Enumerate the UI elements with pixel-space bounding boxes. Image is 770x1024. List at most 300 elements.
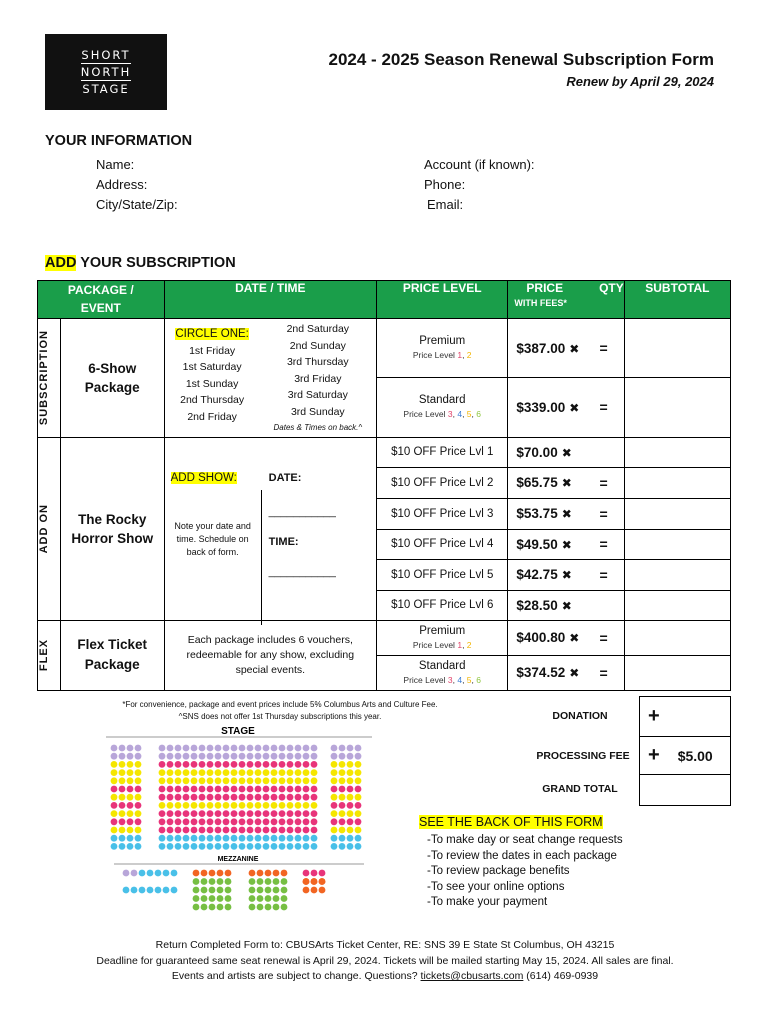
seat — [111, 794, 118, 801]
seat — [111, 827, 118, 834]
table-row — [38, 437, 731, 467]
seat — [239, 818, 246, 825]
seat — [263, 769, 270, 776]
seat — [223, 802, 230, 809]
addon-subtotal-2[interactable] — [624, 467, 730, 498]
addon-subtotal-4[interactable] — [624, 529, 730, 559]
day-option[interactable]: 1st Friday — [189, 344, 236, 357]
seat — [167, 753, 174, 760]
seat — [175, 810, 182, 817]
seat — [167, 786, 174, 793]
seat — [295, 818, 302, 825]
seat — [281, 878, 288, 885]
seat — [273, 887, 280, 894]
seat — [131, 887, 138, 894]
seat — [127, 786, 134, 793]
day-option[interactable]: 1st Saturday — [182, 361, 242, 373]
seat — [279, 761, 286, 768]
seat — [303, 818, 310, 825]
qty-premium[interactable]: = — [583, 319, 624, 378]
seat — [223, 827, 230, 834]
seat — [193, 904, 200, 911]
seat — [199, 835, 206, 842]
seat — [159, 827, 166, 834]
seat — [127, 794, 134, 801]
seat — [247, 843, 254, 850]
flex-price-premium: $400.80 ✖ — [508, 620, 584, 655]
seat — [183, 769, 190, 776]
seat — [119, 810, 126, 817]
seat — [263, 810, 270, 817]
dates-note: Dates & Times on back.^ — [273, 423, 363, 432]
seat — [239, 835, 246, 842]
seat — [273, 878, 280, 885]
seat — [215, 843, 222, 850]
addon-price-2: $65.75 ✖ — [508, 467, 584, 498]
price-level-premium: Premium Price Level 1, 2 — [377, 319, 508, 378]
seat — [199, 786, 206, 793]
seat — [263, 786, 270, 793]
seat — [347, 843, 354, 850]
grand-total-cell[interactable] — [640, 775, 731, 806]
logo-rule — [81, 80, 131, 81]
seat — [135, 810, 142, 817]
seat — [199, 761, 206, 768]
circle-one-label: CIRCLE ONE: — [175, 328, 249, 340]
seat — [331, 769, 338, 776]
seat — [231, 827, 238, 834]
seat — [207, 818, 214, 825]
seat — [207, 794, 214, 801]
subscription-table — [37, 280, 731, 691]
seat — [257, 878, 264, 885]
addon-date-blank[interactable]: ___________ — [268, 505, 336, 518]
seat — [175, 835, 182, 842]
seat — [287, 802, 294, 809]
seat — [279, 818, 286, 825]
seat — [239, 745, 246, 752]
seat — [257, 904, 264, 911]
seat — [239, 769, 246, 776]
seat — [255, 769, 262, 776]
day-option[interactable]: 2nd Friday — [187, 410, 237, 423]
addon-subtotal-3[interactable] — [624, 498, 730, 529]
seat — [163, 870, 170, 877]
seat — [271, 843, 278, 850]
seat — [295, 794, 302, 801]
seat — [255, 777, 262, 784]
addon-price-5: $42.75 ✖ — [508, 559, 584, 590]
seat — [295, 761, 302, 768]
seat — [271, 753, 278, 760]
seat — [271, 818, 278, 825]
seat — [225, 870, 232, 877]
seat — [279, 843, 286, 850]
seat — [279, 794, 286, 801]
seat — [175, 827, 182, 834]
seat — [295, 753, 302, 760]
seat — [207, 810, 214, 817]
phone-field[interactable]: Phone: — [424, 177, 466, 192]
seat — [231, 843, 238, 850]
seat — [339, 753, 346, 760]
seat — [111, 777, 118, 784]
seat — [191, 835, 198, 842]
seat — [311, 786, 318, 793]
flex-subtotal-premium[interactable] — [624, 620, 730, 655]
seat — [135, 802, 142, 809]
seat — [279, 777, 286, 784]
seat — [201, 887, 208, 894]
seat — [249, 904, 256, 911]
footer-line3: Events and artists are subject to change. Questions? tickets@cbusarts.com (614) 469-0939 — [171, 970, 599, 982]
day-option[interactable]: 2nd Sunday — [289, 339, 346, 352]
seat — [193, 870, 200, 877]
seat — [239, 802, 246, 809]
seat — [135, 745, 142, 752]
seat — [175, 753, 182, 760]
seat — [223, 818, 230, 825]
account-field[interactable]: Account (if known): — [424, 157, 535, 172]
seat — [265, 870, 272, 877]
seat — [183, 843, 190, 850]
seat — [239, 786, 246, 793]
seat — [331, 761, 338, 768]
seat — [175, 786, 182, 793]
totals-box — [639, 696, 731, 806]
seat — [193, 895, 200, 902]
seat — [303, 794, 310, 801]
list-item: -To review the dates in each package — [427, 849, 617, 862]
flex-subtotal-standard[interactable] — [624, 655, 730, 690]
seat — [111, 810, 118, 817]
logo — [45, 34, 167, 110]
seat — [339, 810, 346, 817]
seat — [119, 794, 126, 801]
seat — [257, 895, 264, 902]
seat — [159, 761, 166, 768]
addon-qty-5[interactable]: = — [583, 559, 624, 590]
seat — [281, 895, 288, 902]
seat — [159, 810, 166, 817]
seat — [287, 753, 294, 760]
day-option[interactable]: 2nd Saturday — [286, 323, 350, 335]
seat — [303, 745, 310, 752]
addon-subtotal-6[interactable] — [624, 590, 730, 620]
seat — [279, 786, 286, 793]
seat — [225, 895, 232, 902]
seat — [127, 843, 134, 850]
addon-level-6: $10 OFF Price Lvl 6 — [377, 590, 508, 620]
package-6show: 6-Show Package — [60, 319, 164, 438]
seat — [231, 810, 238, 817]
seat — [159, 794, 166, 801]
seat — [175, 777, 182, 784]
seat — [247, 827, 254, 834]
seat — [303, 753, 310, 760]
seat — [281, 887, 288, 894]
seat — [183, 802, 190, 809]
seat — [295, 745, 302, 752]
seat — [183, 835, 190, 842]
seat — [119, 753, 126, 760]
seat — [159, 818, 166, 825]
seat — [147, 870, 154, 877]
flex-qty-premium[interactable]: = — [583, 620, 624, 655]
seat — [303, 769, 310, 776]
addon-price-3: $53.75 ✖ — [508, 498, 584, 529]
seat — [303, 761, 310, 768]
city-state-zip-field[interactable]: City/State/Zip: — [96, 197, 178, 212]
seat — [347, 818, 354, 825]
seat — [127, 827, 134, 834]
seat — [191, 794, 198, 801]
seat — [339, 777, 346, 784]
seat — [223, 786, 230, 793]
table-header — [38, 281, 731, 319]
seat — [135, 753, 142, 760]
day-option[interactable]: 3rd Sunday — [290, 405, 345, 418]
seat — [111, 761, 118, 768]
addon-level-5: $10 OFF Price Lvl 5 — [377, 559, 508, 590]
seat — [355, 777, 362, 784]
seat — [183, 827, 190, 834]
seat — [339, 843, 346, 850]
addon-subtotal-1[interactable] — [624, 437, 730, 467]
seat — [249, 870, 256, 877]
flex-qty-standard[interactable]: = — [583, 655, 624, 690]
seat — [339, 835, 346, 842]
grand-total-label: GRAND TOTAL — [542, 783, 618, 795]
info-left — [96, 155, 178, 215]
seat — [255, 786, 262, 793]
addon-price-4: $49.50 ✖ — [508, 529, 584, 559]
seat — [347, 835, 354, 842]
seat — [127, 777, 134, 784]
seat — [347, 802, 354, 809]
seat — [159, 745, 166, 752]
addon-qty-4[interactable]: = — [583, 529, 624, 559]
seat — [127, 835, 134, 842]
seat — [339, 786, 346, 793]
seat — [303, 887, 310, 894]
seat — [265, 904, 272, 911]
seat — [287, 835, 294, 842]
subtotal-standard[interactable] — [624, 378, 730, 437]
seat — [271, 794, 278, 801]
header-price-level: PRICE LEVEL — [377, 281, 508, 319]
day-option[interactable]: 3rd Thursday — [286, 356, 349, 368]
seat — [263, 745, 270, 752]
seat — [139, 887, 146, 894]
seat — [355, 802, 362, 809]
seat — [119, 745, 126, 752]
seat — [209, 904, 216, 911]
seat — [355, 745, 362, 752]
seat — [255, 818, 262, 825]
subscription-heading-hl: ADD — [45, 255, 77, 271]
seat — [355, 769, 362, 776]
qty-standard[interactable]: = — [583, 378, 624, 437]
seat — [191, 753, 198, 760]
seat — [355, 794, 362, 801]
seat — [183, 745, 190, 752]
seat — [271, 777, 278, 784]
seat — [311, 835, 318, 842]
seat — [201, 904, 208, 911]
addon-details — [164, 437, 376, 620]
addon-price-1: $70.00 ✖ — [508, 437, 584, 467]
list-item: -To review package benefits — [427, 865, 570, 877]
seat — [183, 761, 190, 768]
seat — [271, 802, 278, 809]
seat — [199, 802, 206, 809]
seat — [223, 745, 230, 752]
seat — [263, 835, 270, 842]
seat — [215, 835, 222, 842]
day-option[interactable]: 3rd Saturday — [287, 389, 348, 401]
seat — [167, 843, 174, 850]
seat — [167, 810, 174, 817]
seat — [287, 794, 294, 801]
addon-qty-6[interactable] — [583, 590, 624, 620]
seat — [135, 769, 142, 776]
seat — [247, 777, 254, 784]
seat — [175, 769, 182, 776]
seat — [183, 818, 190, 825]
seat — [111, 786, 118, 793]
seat — [215, 777, 222, 784]
seat — [135, 827, 142, 834]
seat — [217, 904, 224, 911]
seat — [155, 887, 162, 894]
seat — [199, 843, 206, 850]
subscription-days — [164, 319, 376, 438]
flex-level-standard: Standard Price Level 3, 4, 5, 6 — [377, 655, 508, 690]
seat — [295, 786, 302, 793]
day-option[interactable]: 3rd Friday — [294, 372, 342, 385]
seat — [207, 753, 214, 760]
seat — [347, 827, 354, 834]
package-flex: Flex Ticket Package — [60, 620, 164, 690]
seat — [247, 769, 254, 776]
seat — [239, 761, 246, 768]
seat — [311, 878, 318, 885]
seat — [209, 895, 216, 902]
seat — [159, 769, 166, 776]
mezzanine-seats — [123, 870, 326, 911]
seat — [159, 753, 166, 760]
day-option[interactable]: 2nd Thursday — [180, 394, 245, 406]
side-label-subscription: SUBSCRIPTION — [38, 319, 61, 438]
seat — [303, 878, 310, 885]
seat — [239, 810, 246, 817]
seat — [247, 761, 254, 768]
name-field[interactable]: Name: — [96, 157, 135, 172]
flex-level-premium: Premium Price Level 1, 2 — [377, 620, 508, 655]
seating-chart — [104, 722, 374, 917]
addon-level-4: $10 OFF Price Lvl 4 — [377, 529, 508, 559]
seat — [191, 745, 198, 752]
seat — [123, 870, 130, 877]
seat — [127, 761, 134, 768]
seat — [111, 769, 118, 776]
seat — [355, 827, 362, 834]
donation-cell[interactable]: + — [640, 697, 731, 737]
seat — [139, 870, 146, 877]
seat — [295, 769, 302, 776]
seat — [295, 802, 302, 809]
table-row — [38, 319, 731, 378]
day-option[interactable]: 1st Sunday — [185, 377, 239, 390]
addon-subtotal-5[interactable] — [624, 559, 730, 590]
info-right — [424, 155, 535, 215]
seat — [167, 835, 174, 842]
addon-qty-1[interactable] — [583, 437, 624, 467]
see-back-heading: SEE THE BACK OF THIS FORM — [419, 815, 603, 829]
addon-qty-2[interactable]: = — [583, 467, 624, 498]
list-item: -To see your online options — [427, 880, 565, 893]
seat — [311, 769, 318, 776]
seat — [347, 745, 354, 752]
seat — [167, 802, 174, 809]
email-field[interactable]: Email: — [427, 197, 464, 212]
seat — [167, 745, 174, 752]
seat — [223, 777, 230, 784]
seat — [231, 769, 238, 776]
seat — [247, 810, 254, 817]
addon-time-blank[interactable]: ___________ — [268, 565, 336, 578]
seat — [247, 745, 254, 752]
see-back-list — [427, 833, 623, 911]
seat — [279, 753, 286, 760]
seat — [287, 777, 294, 784]
seat — [191, 802, 198, 809]
info-heading: YOUR INFORMATION — [45, 133, 193, 149]
seat — [311, 777, 318, 784]
seat — [119, 761, 126, 768]
flex-description: Each package includes 6 vouchers, redeemable for any show, excluding special events. — [164, 620, 376, 690]
seat — [199, 818, 206, 825]
seat — [263, 818, 270, 825]
seat — [123, 887, 130, 894]
addon-note: Note your date and time. Schedule on back of form. — [174, 520, 251, 557]
seat — [347, 810, 354, 817]
seat — [119, 769, 126, 776]
seat — [311, 745, 318, 752]
orchestra-seats — [111, 745, 362, 850]
seat — [255, 794, 262, 801]
seat — [239, 753, 246, 760]
seat — [191, 786, 198, 793]
email-link[interactable]: tickets@cbusarts.com — [420, 970, 524, 982]
seat — [331, 745, 338, 752]
subtotal-premium[interactable] — [624, 319, 730, 378]
seat — [339, 818, 346, 825]
seat — [217, 895, 224, 902]
seat — [319, 870, 326, 877]
seat — [355, 753, 362, 760]
seat — [273, 870, 280, 877]
package-rocky-horror: The Rocky Horror Show — [60, 437, 164, 620]
seat — [225, 878, 232, 885]
address-field[interactable]: Address: — [96, 177, 148, 192]
seat — [215, 769, 222, 776]
sns-note: ^SNS does not offer 1st Thursday subscriptions this year. — [178, 712, 382, 721]
addon-qty-3[interactable]: = — [583, 498, 624, 529]
seat — [311, 761, 318, 768]
seat — [215, 818, 222, 825]
